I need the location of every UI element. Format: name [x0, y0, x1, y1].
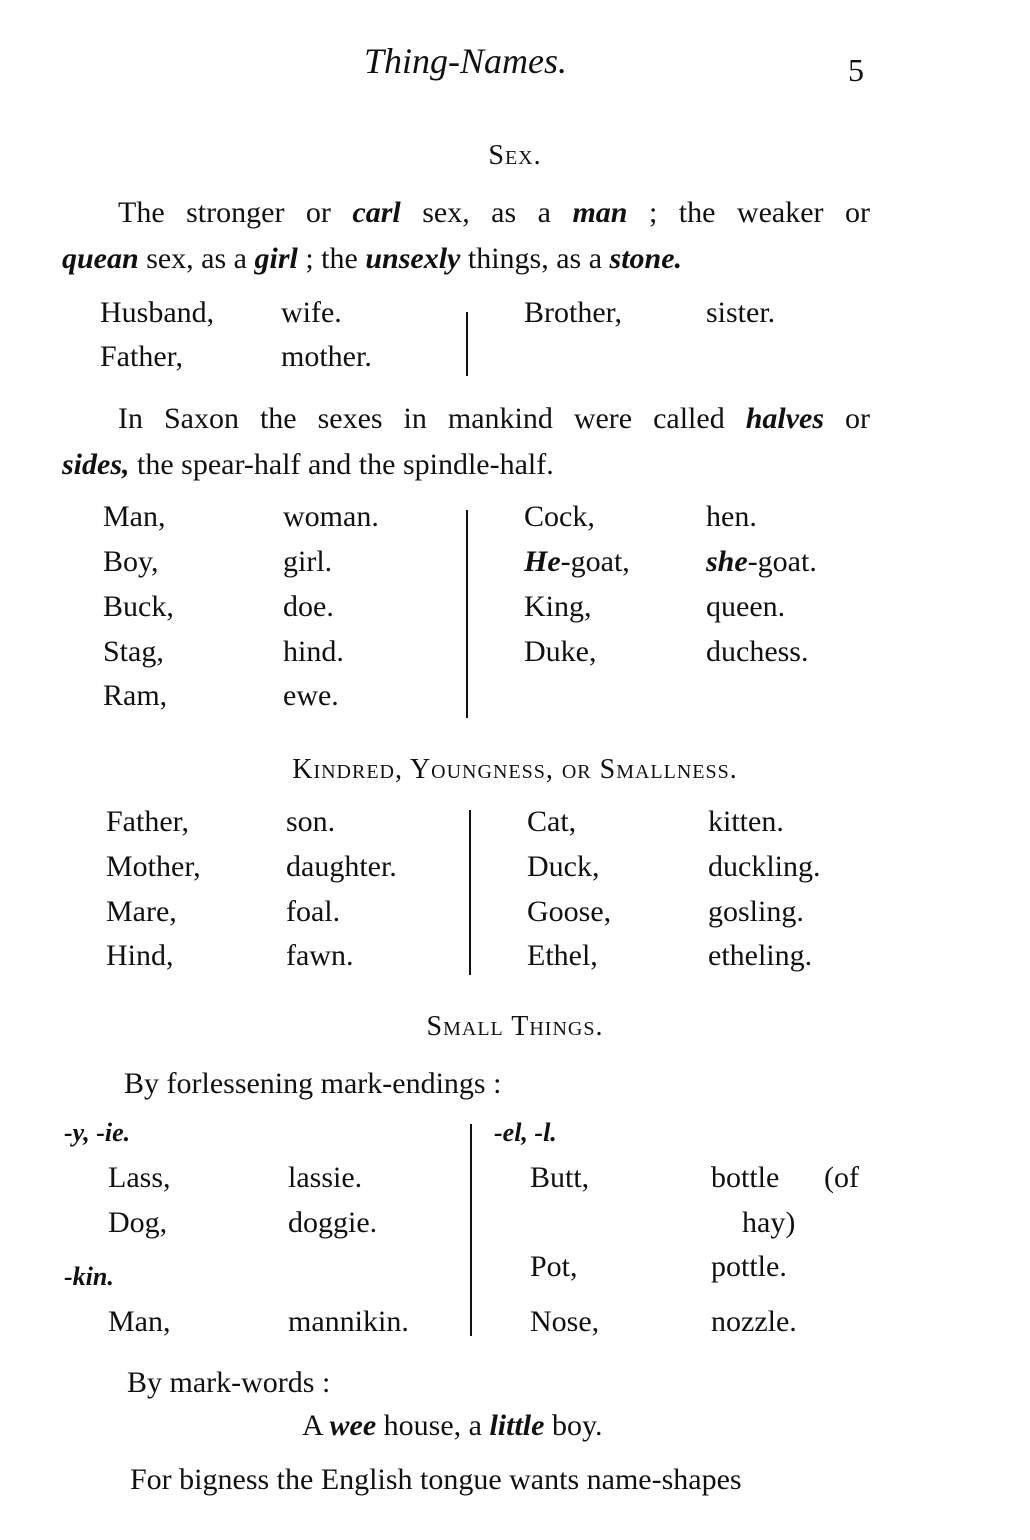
table-cell: mannikin.	[288, 1305, 409, 1338]
italic-text: stone.	[609, 242, 683, 275]
page-number: 5	[848, 52, 864, 88]
table-cell: bottle	[711, 1161, 780, 1194]
table-cell: foal.	[286, 895, 341, 928]
table-cell: Mother,	[106, 850, 201, 883]
table-cell: Butt,	[530, 1161, 590, 1194]
table-cell: girl.	[283, 545, 333, 578]
text-run: hen.	[706, 500, 757, 533]
table-cell: Ram,	[103, 679, 168, 712]
table-cell: ewe.	[283, 679, 339, 712]
section-heading-small-things: Small Things.	[426, 1011, 604, 1042]
table-cell: Father,	[100, 340, 183, 373]
italic-text: quean	[62, 242, 139, 275]
table-cell: Cat,	[527, 805, 577, 838]
table-cell: Pot,	[530, 1250, 578, 1283]
column-divider	[470, 1124, 472, 1336]
table-cell: daughter.	[286, 850, 397, 883]
table-cell: gosling.	[708, 895, 804, 928]
mark-words-line: By mark-words :	[127, 1366, 331, 1399]
table-cell	[524, 545, 630, 579]
sex-para1-line1	[118, 190, 870, 235]
table-cell: fawn.	[286, 939, 354, 972]
ending-label: -el, -l.	[494, 1118, 557, 1147]
italic-text: girl	[254, 242, 298, 275]
table-cell: Mare,	[106, 895, 177, 928]
text-run: -goat,	[560, 545, 630, 578]
sex-para2-line2	[62, 442, 554, 487]
table-cell: doggie.	[288, 1206, 378, 1239]
table-cell: Husband,	[100, 296, 215, 329]
table-cell: Nose,	[530, 1305, 600, 1338]
italic-text: wee	[329, 1409, 377, 1442]
text-run: sex, as a	[138, 242, 255, 275]
small-intro: By forlessening mark-endings :	[124, 1067, 502, 1100]
text-run: house, a	[376, 1409, 490, 1442]
italic-text: man	[572, 196, 628, 229]
section-heading-sex: Sex.	[488, 140, 542, 171]
table-cell: Stag,	[103, 635, 164, 668]
table-cell: doe.	[283, 590, 334, 623]
table-cell	[524, 590, 592, 624]
table-cell: Hind,	[106, 939, 174, 972]
table-cell: Dog,	[108, 1206, 168, 1239]
text-run: King,	[524, 590, 592, 623]
text-run: duchess.	[706, 635, 809, 668]
italic-text: little	[489, 1409, 545, 1442]
text-run: sex, as a	[400, 196, 573, 229]
column-divider	[469, 810, 471, 975]
text-run: things, as a	[460, 242, 610, 275]
table-cell: nozzle.	[711, 1305, 797, 1338]
text-run: -goat.	[747, 545, 817, 578]
text-run: A	[302, 1409, 330, 1442]
table-cell: etheling.	[708, 939, 813, 972]
table-cell: Goose,	[527, 895, 612, 928]
italic-text: she	[706, 545, 748, 578]
text-run: ; the weaker or	[627, 196, 870, 229]
table-cell: woman.	[283, 500, 379, 533]
italic-text: carl	[352, 196, 401, 229]
table-cell: pottle.	[711, 1250, 787, 1283]
table-cell: Boy,	[103, 545, 159, 578]
table-cell	[706, 590, 785, 624]
text-run: or	[824, 402, 871, 435]
column-divider	[466, 312, 468, 376]
table-cell: Man,	[108, 1305, 171, 1338]
table-cell: duckling.	[708, 850, 821, 883]
sex-para1-line2	[62, 236, 682, 281]
table-cell	[706, 545, 817, 579]
section-heading-kindred: Kindred, Youngness, or Smallness.	[292, 754, 738, 785]
italic-text: sides,	[62, 448, 130, 481]
table-cell: sister.	[706, 296, 776, 329]
table-cell	[524, 635, 596, 669]
table-cell: hind.	[283, 635, 344, 668]
table-cell: Man,	[103, 500, 166, 533]
text-run: In Saxon the sexes in mankind were called	[118, 402, 746, 435]
table-cell: Lass,	[108, 1161, 171, 1194]
table-cell: Father,	[106, 805, 189, 838]
running-title: Thing-Names.	[364, 41, 568, 81]
table-cell: (of	[824, 1161, 859, 1194]
text-run: ; the	[297, 242, 366, 275]
table-cell	[706, 635, 808, 669]
table-cell	[706, 500, 757, 534]
table-cell: Buck,	[103, 590, 174, 623]
column-divider	[466, 510, 468, 718]
text-run: boy.	[544, 1409, 603, 1442]
table-cell	[524, 500, 595, 534]
table-cell: Ethel,	[527, 939, 598, 972]
table-cell: kitten.	[708, 805, 784, 838]
closing-line: For bigness the English tongue wants name-shapes	[130, 1463, 742, 1496]
table-cell: Duck,	[527, 850, 600, 883]
text-run: queen.	[706, 590, 786, 623]
text-run: the spear-half and the spindle-half.	[129, 448, 554, 481]
example-line	[302, 1403, 603, 1448]
table-cell: lassie.	[288, 1161, 363, 1194]
table-cell: mother.	[281, 340, 372, 373]
italic-text: halves	[745, 402, 825, 435]
table-cell: Brother,	[524, 296, 622, 329]
table-cell: wife.	[281, 296, 342, 329]
table-cell: son.	[286, 805, 336, 838]
sex-para2-line1	[118, 396, 870, 441]
ending-label: -kin.	[64, 1262, 114, 1291]
text-run: Duke,	[524, 635, 597, 668]
italic-text: unsexly	[365, 242, 461, 275]
table-cell: hay)	[742, 1206, 796, 1239]
text-run: Cock,	[524, 500, 595, 533]
ending-label: -y, -ie.	[64, 1118, 131, 1147]
italic-text: He	[524, 545, 561, 578]
text-run: The stronger or	[118, 196, 353, 229]
